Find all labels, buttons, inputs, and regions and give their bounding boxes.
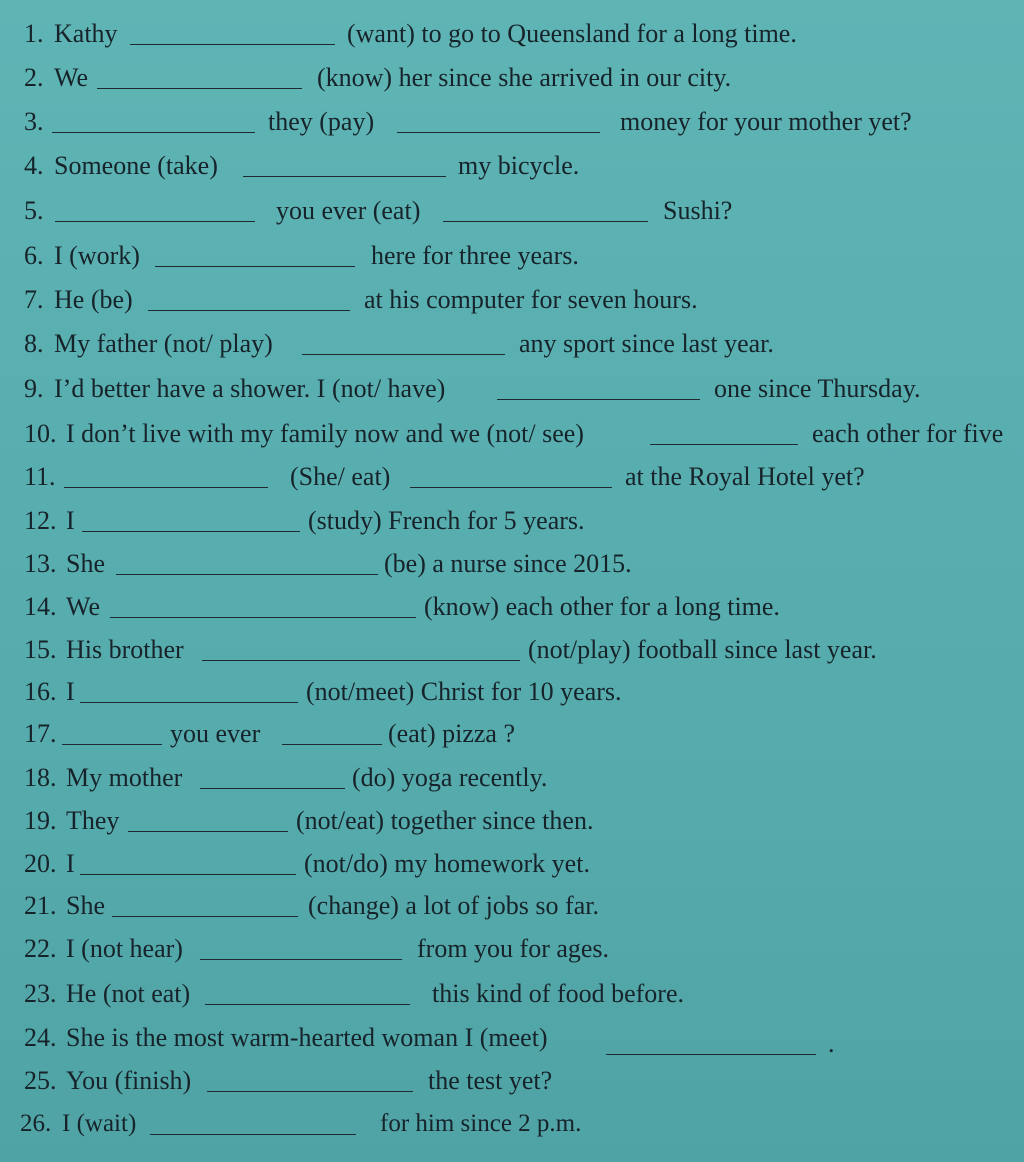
answer-blank[interactable] (497, 399, 700, 400)
item-number: 1. (24, 19, 44, 48)
answer-blank[interactable] (650, 444, 798, 445)
item-number: 25. (24, 1066, 57, 1095)
item-number: 20. (24, 849, 57, 878)
answer-blank[interactable] (205, 1004, 410, 1005)
item-text: She (66, 549, 105, 578)
item-text: She is the most warm-hearted woman I (meet) (66, 1023, 548, 1052)
item-number: 21. (24, 891, 57, 920)
item-number: 26. (20, 1110, 52, 1137)
answer-blank[interactable] (207, 1091, 413, 1092)
answer-blank[interactable] (110, 617, 416, 618)
item-number: 15. (24, 635, 57, 664)
item-text: We (54, 63, 88, 92)
item-text: at the Royal Hotel yet? (625, 462, 865, 491)
answer-blank[interactable] (243, 176, 446, 177)
answer-blank[interactable] (202, 660, 520, 661)
item-number: 2. (24, 63, 44, 92)
item-text: (know) her since she arrived in our city. (317, 63, 732, 92)
item-text: You (finish) (66, 1066, 192, 1095)
item-text: My mother (66, 763, 183, 792)
answer-blank[interactable] (80, 874, 296, 875)
item-text: (not/play) football since last year. (528, 635, 877, 664)
item-number: 6. (24, 241, 44, 270)
item-text: (not/do) my homework yet. (304, 849, 590, 878)
item-text: at his computer for seven hours. (364, 285, 698, 314)
item-text: (do) yoga recently. (352, 763, 548, 792)
answer-blank[interactable] (112, 916, 298, 917)
item-number: 8. (24, 329, 44, 358)
item-number: 16. (24, 677, 57, 706)
item-text: each other for five (812, 419, 1004, 448)
answer-blank[interactable] (606, 1054, 816, 1055)
item-text: they (pay) (268, 107, 375, 136)
item-text: I (not hear) (66, 934, 183, 963)
item-text: money for your mother yet? (620, 107, 912, 136)
item-text: I (wait) (62, 1110, 137, 1137)
item-text: Sushi? (663, 196, 733, 225)
item-number: 22. (24, 934, 57, 963)
answer-blank[interactable] (443, 221, 648, 222)
item-number: 4. (24, 151, 44, 180)
answer-blank[interactable] (52, 132, 255, 133)
item-text: any sport since last year. (519, 329, 774, 358)
answer-blank[interactable] (397, 132, 600, 133)
answer-blank[interactable] (302, 354, 505, 355)
answer-blank[interactable] (282, 744, 382, 745)
item-text: We (66, 592, 100, 621)
answer-blank[interactable] (155, 266, 355, 267)
item-text: (want) to go to Queensland for a long time. (347, 19, 797, 48)
item-number: 13. (24, 549, 57, 578)
answer-blank[interactable] (148, 310, 350, 311)
item-text: (She/ eat) (290, 462, 391, 491)
item-number: 17. (24, 719, 57, 748)
answer-blank[interactable] (82, 531, 300, 532)
answer-blank[interactable] (200, 959, 402, 960)
answer-blank[interactable] (64, 487, 268, 488)
item-text: (not/eat) together since then. (296, 806, 594, 835)
item-text: my bicycle. (458, 151, 580, 180)
item-number: 7. (24, 285, 44, 314)
answer-blank[interactable] (55, 221, 255, 222)
item-number: 23. (24, 979, 57, 1008)
item-number: 19. (24, 806, 57, 835)
item-text: (not/meet) Christ for 10 years. (306, 677, 622, 706)
item-text: you ever (170, 719, 261, 748)
item-number: 11. (24, 462, 56, 491)
item-text: He (not eat) (66, 979, 191, 1008)
item-text: They (66, 806, 120, 835)
item-text: for him since 2 p.m. (380, 1110, 582, 1137)
item-text: She (66, 891, 105, 920)
item-text: Someone (take) (54, 151, 218, 180)
answer-blank[interactable] (97, 88, 302, 89)
item-text: (eat) pizza ? (388, 719, 516, 748)
item-number: 5. (24, 196, 44, 225)
item-text: I (work) (54, 241, 140, 270)
item-text: My father (not/ play) (54, 329, 273, 358)
item-text: (know) each other for a long time. (424, 592, 780, 621)
item-number: 24. (24, 1023, 57, 1052)
sentence-end-period: . (828, 1029, 835, 1058)
item-text: (be) a nurse since 2015. (384, 549, 632, 578)
item-text: (study) French for 5 years. (308, 506, 585, 535)
item-text: I (66, 506, 75, 535)
item-number: 14. (24, 592, 57, 621)
item-text: this kind of food before. (432, 979, 685, 1008)
answer-blank[interactable] (410, 487, 612, 488)
item-text: from you for ages. (417, 934, 610, 963)
item-number: 10. (24, 419, 57, 448)
item-text: I’d better have a shower. I (not/ have) (54, 374, 446, 403)
item-text: here for three years. (371, 241, 579, 270)
item-text: Kathy (54, 19, 118, 48)
answer-blank[interactable] (200, 788, 345, 789)
item-text: you ever (eat) (276, 196, 421, 225)
answer-blank[interactable] (80, 702, 298, 703)
item-text: I don’t live with my family now and we (not/ see) (66, 419, 584, 448)
item-number: 9. (24, 374, 44, 403)
item-number: 12. (24, 506, 57, 535)
item-text: the test yet? (428, 1066, 553, 1095)
item-number: 3. (24, 107, 44, 136)
item-text: (change) a lot of jobs so far. (308, 891, 599, 920)
answer-blank[interactable] (150, 1134, 356, 1135)
item-number: 18. (24, 763, 57, 792)
answer-blank[interactable] (62, 744, 162, 745)
answer-blank[interactable] (116, 574, 378, 575)
item-text: He (be) (54, 285, 133, 314)
item-text: one since Thursday. (714, 374, 921, 403)
item-text: His brother (66, 635, 184, 664)
answer-blank[interactable] (128, 831, 288, 832)
item-text: I (66, 677, 75, 706)
item-text: I (66, 849, 75, 878)
answer-blank[interactable] (130, 44, 335, 45)
